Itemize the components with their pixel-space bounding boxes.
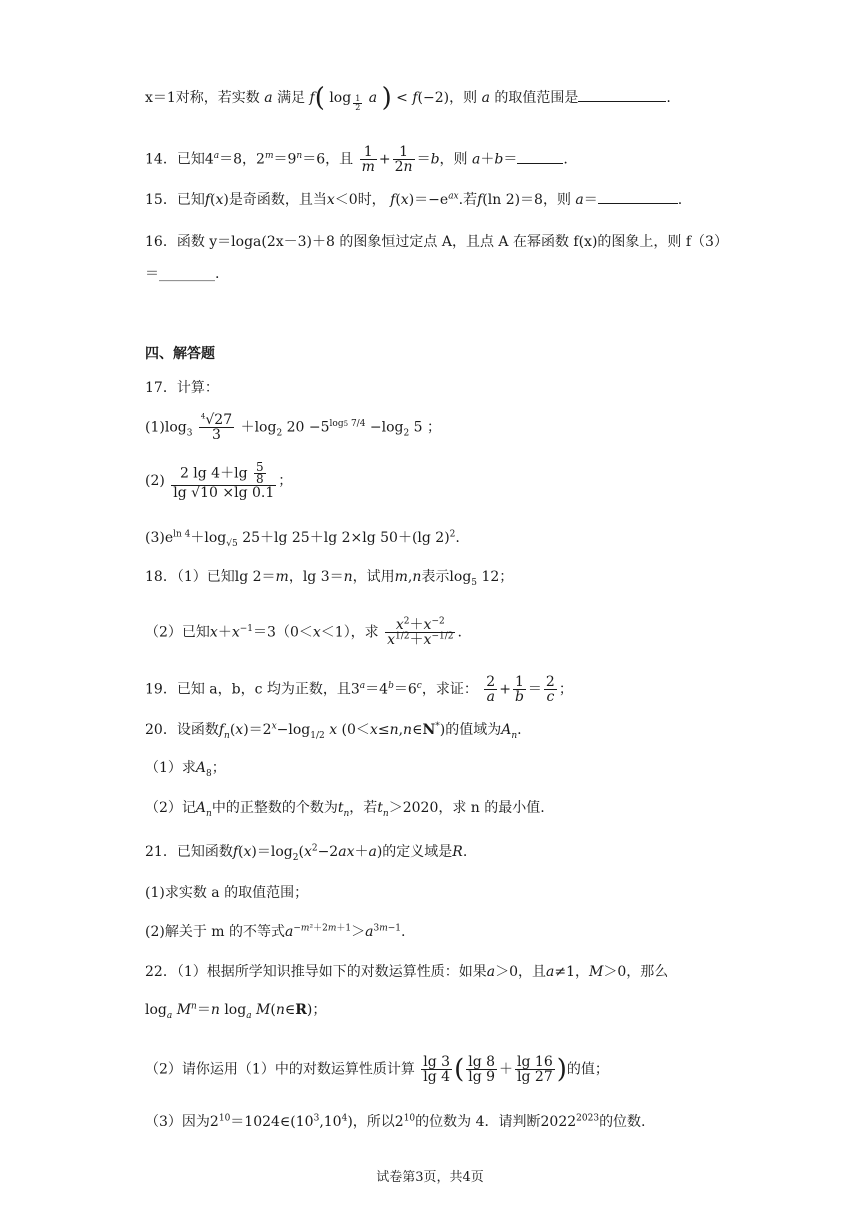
q16-line2: ＝________. bbox=[145, 266, 220, 282]
q20-text-a: 20．设函数 bbox=[145, 722, 219, 738]
q17-number: 17．计算： bbox=[145, 380, 219, 396]
q17-part1: $(1)\log_3$ $\frac{^4√27}{3}$ $+\log_2$ $20 -5^{log5 7/4} -\log_2$ 5 ； bbox=[145, 412, 442, 443]
q22-text-e: （2）请你运用（1）中的对数运算性质计算 bbox=[145, 1061, 415, 1078]
q21-part1: (1)求实数 a 的取值范围； bbox=[145, 885, 309, 901]
q18-text-d: 表示 bbox=[421, 569, 450, 585]
q14: 14．已知$4^a=8$，$2^m=9^n=6$，且 $\frac{1}{m}$ + $\frac{1}{2n}$ ＝b，则 a＋b＝ . bbox=[145, 144, 568, 175]
q18-text-f: （ bbox=[275, 624, 290, 641]
q19-text-b: ，求证： bbox=[421, 681, 478, 698]
q13-continuation: x＝1对称，若实数 a 满足 f( log $_{\frac{1}{2}}$ a ) < f(−2)，则 a 的取值范围是 . bbox=[145, 83, 671, 113]
q18-text-g: ），求 bbox=[343, 624, 379, 641]
q21: 21．已知函数$f(x)=\log_2(x^2-2ax+a)$的定义域是R. bbox=[145, 843, 468, 863]
q18-part1: 18．（1）已知lg 2＝m，lg 3＝n，试用m,n表示$\log_5 12$； bbox=[145, 569, 514, 588]
q20-part2: （2）记$A_n$中的正整数的个数为$t_n$，若$t_n>2020$，求 n 的最小值. bbox=[145, 800, 545, 819]
q21-text-c: (2)解关于 m 的不等式 bbox=[145, 924, 286, 940]
q15-text-b: 时， bbox=[357, 192, 386, 208]
q18-part2: （2）已知$x+x^{-1}=3(0<x<1)$，求 $\frac{x^2+x^{-2}}{x^{1/2}+x^{-1/2}}$ . bbox=[145, 616, 462, 648]
q21-text-b: 的定义域是 bbox=[382, 844, 453, 860]
q22-text-d: ，那么 bbox=[626, 964, 669, 980]
q15-text-c: .若 bbox=[458, 192, 478, 208]
q17-part3-label: (3) bbox=[145, 530, 165, 546]
q22-part3: （3）因为$2^{10}=1024\in(10^3,10^4)$，所以$2^{10}$的位数为 4．请判断$2022^{2023}$的位数. bbox=[145, 1113, 646, 1130]
q20-text-e: ，若 bbox=[349, 800, 378, 816]
q17-part2: (2) 2 lg 4＋lg $\frac{5}{8}$ lg √10 ×lg 0.1 ； bbox=[145, 460, 293, 501]
q18-text-c: ，试用 bbox=[352, 569, 395, 585]
q22-text-h: ，所以 bbox=[352, 1114, 395, 1130]
q21-part2: (2)解关于 m 的不等式$a^{-m^2+2m+1}>a^{3m-1}$. bbox=[145, 923, 406, 940]
q22-text-a: 22．（1）根据所学知识推导如下的对数运算性质：如果 bbox=[145, 964, 487, 980]
q20-part1-label: （1）求 bbox=[145, 760, 196, 776]
q19: 19．已知 a，b，c 均为正数，且$3^a=4^b=6^c$，求证： $\frac{2}{a}$ + $\frac{1}{b}$ ＝ $\frac{2}{c}$ ； bbox=[145, 674, 573, 705]
q22-text-j: 的位数. bbox=[599, 1114, 646, 1130]
q20-text-d: 中的正整数的个数为 bbox=[211, 800, 338, 816]
q18-text-a: 18．（1）已知 bbox=[145, 569, 235, 585]
q17-part3: $(3)e^{ln 4}+\log_{√5}$ 25＋lg 25＋lg 2×lg 50＋(lg 2)$^2$. bbox=[145, 529, 460, 549]
q21-text-a: 21．已知函数 bbox=[145, 844, 233, 860]
q13-text-d: 的取值范围是 bbox=[494, 90, 579, 106]
q14-number: 14．已知 bbox=[145, 151, 205, 168]
q13-text-a: x＝1对称，若实数 bbox=[145, 90, 260, 106]
q17-part2-label: (2) bbox=[145, 473, 165, 489]
q20: 20．设函数$f_n(x)=2^x-\log_{1/2}$ x (0＜x≤n,n∈N*)的值域为$A_n$. bbox=[145, 721, 522, 741]
answer-blank bbox=[578, 89, 666, 102]
q22-text-i: 的位数为 4．请判断 bbox=[415, 1114, 541, 1130]
answer-blank bbox=[598, 191, 678, 204]
q14-text-b: ，则 bbox=[439, 151, 468, 168]
q15-number: 15．已知 bbox=[145, 192, 205, 208]
q17-part1-label: (1) bbox=[145, 419, 165, 436]
q15: 15．已知f(x)是奇函数，且当x＜0时， $f(x)=-e^{ax}$.若f(ln 2)＝8，则 a＝ . bbox=[145, 191, 683, 208]
q18-text-b: ， bbox=[288, 569, 303, 585]
q22-text-c: ， bbox=[575, 964, 590, 980]
page-footer: 试卷第3页，共4页 bbox=[376, 1170, 484, 1185]
q13-text-b: 满足 bbox=[277, 90, 306, 106]
q22-text-g: （3）因为 bbox=[145, 1114, 210, 1130]
q13-text-c: ，则 bbox=[449, 90, 478, 106]
q15-text-a: 是奇函数，且当 bbox=[228, 192, 327, 208]
q22-part1: 22．（1）根据所学知识推导如下的对数运算性质：如果a＞0，且a≠1，M＞0，那么 bbox=[145, 964, 669, 980]
q20-part1: （1）求$A_8$； bbox=[145, 760, 226, 779]
q18-text-e: （2）已知 bbox=[145, 624, 210, 641]
section-title: 四、解答题 bbox=[145, 346, 215, 362]
answer-blank bbox=[517, 151, 563, 164]
q16-line1: 16．函数 y＝loga(2x－3)＋8 的图象恒过定点 A，且点 A 在幂函数 f(x)的图象上，则 f（3） bbox=[145, 234, 728, 250]
q14-text-a: ，且 bbox=[325, 151, 354, 168]
q20-text-b: 的值域为 bbox=[445, 722, 502, 738]
q20-text-f: ，求 n 的最小值. bbox=[438, 800, 545, 816]
q22-text-b: ，且 bbox=[518, 964, 547, 980]
q22-part2: （2）请你运用（1）中的对数运算性质计算 $\frac{\lg 3}{\lg 4}$ ( $\frac{\lg 8}{\lg 9}$ ＋ $\frac{\lg 16}{\lg 27}$ )的值； bbox=[145, 1054, 609, 1085]
q22-text-f: 的值； bbox=[566, 1061, 609, 1078]
q15-text-d: ，则 bbox=[542, 192, 571, 208]
q20-text-c: （2）记 bbox=[145, 800, 196, 816]
q19-text-a: 19．已知 a，b，c 均为正数，且 bbox=[145, 681, 351, 698]
q22-formula: $\log_a M^n=n$ $\log_a$ M(n∈R)； bbox=[145, 1001, 327, 1021]
